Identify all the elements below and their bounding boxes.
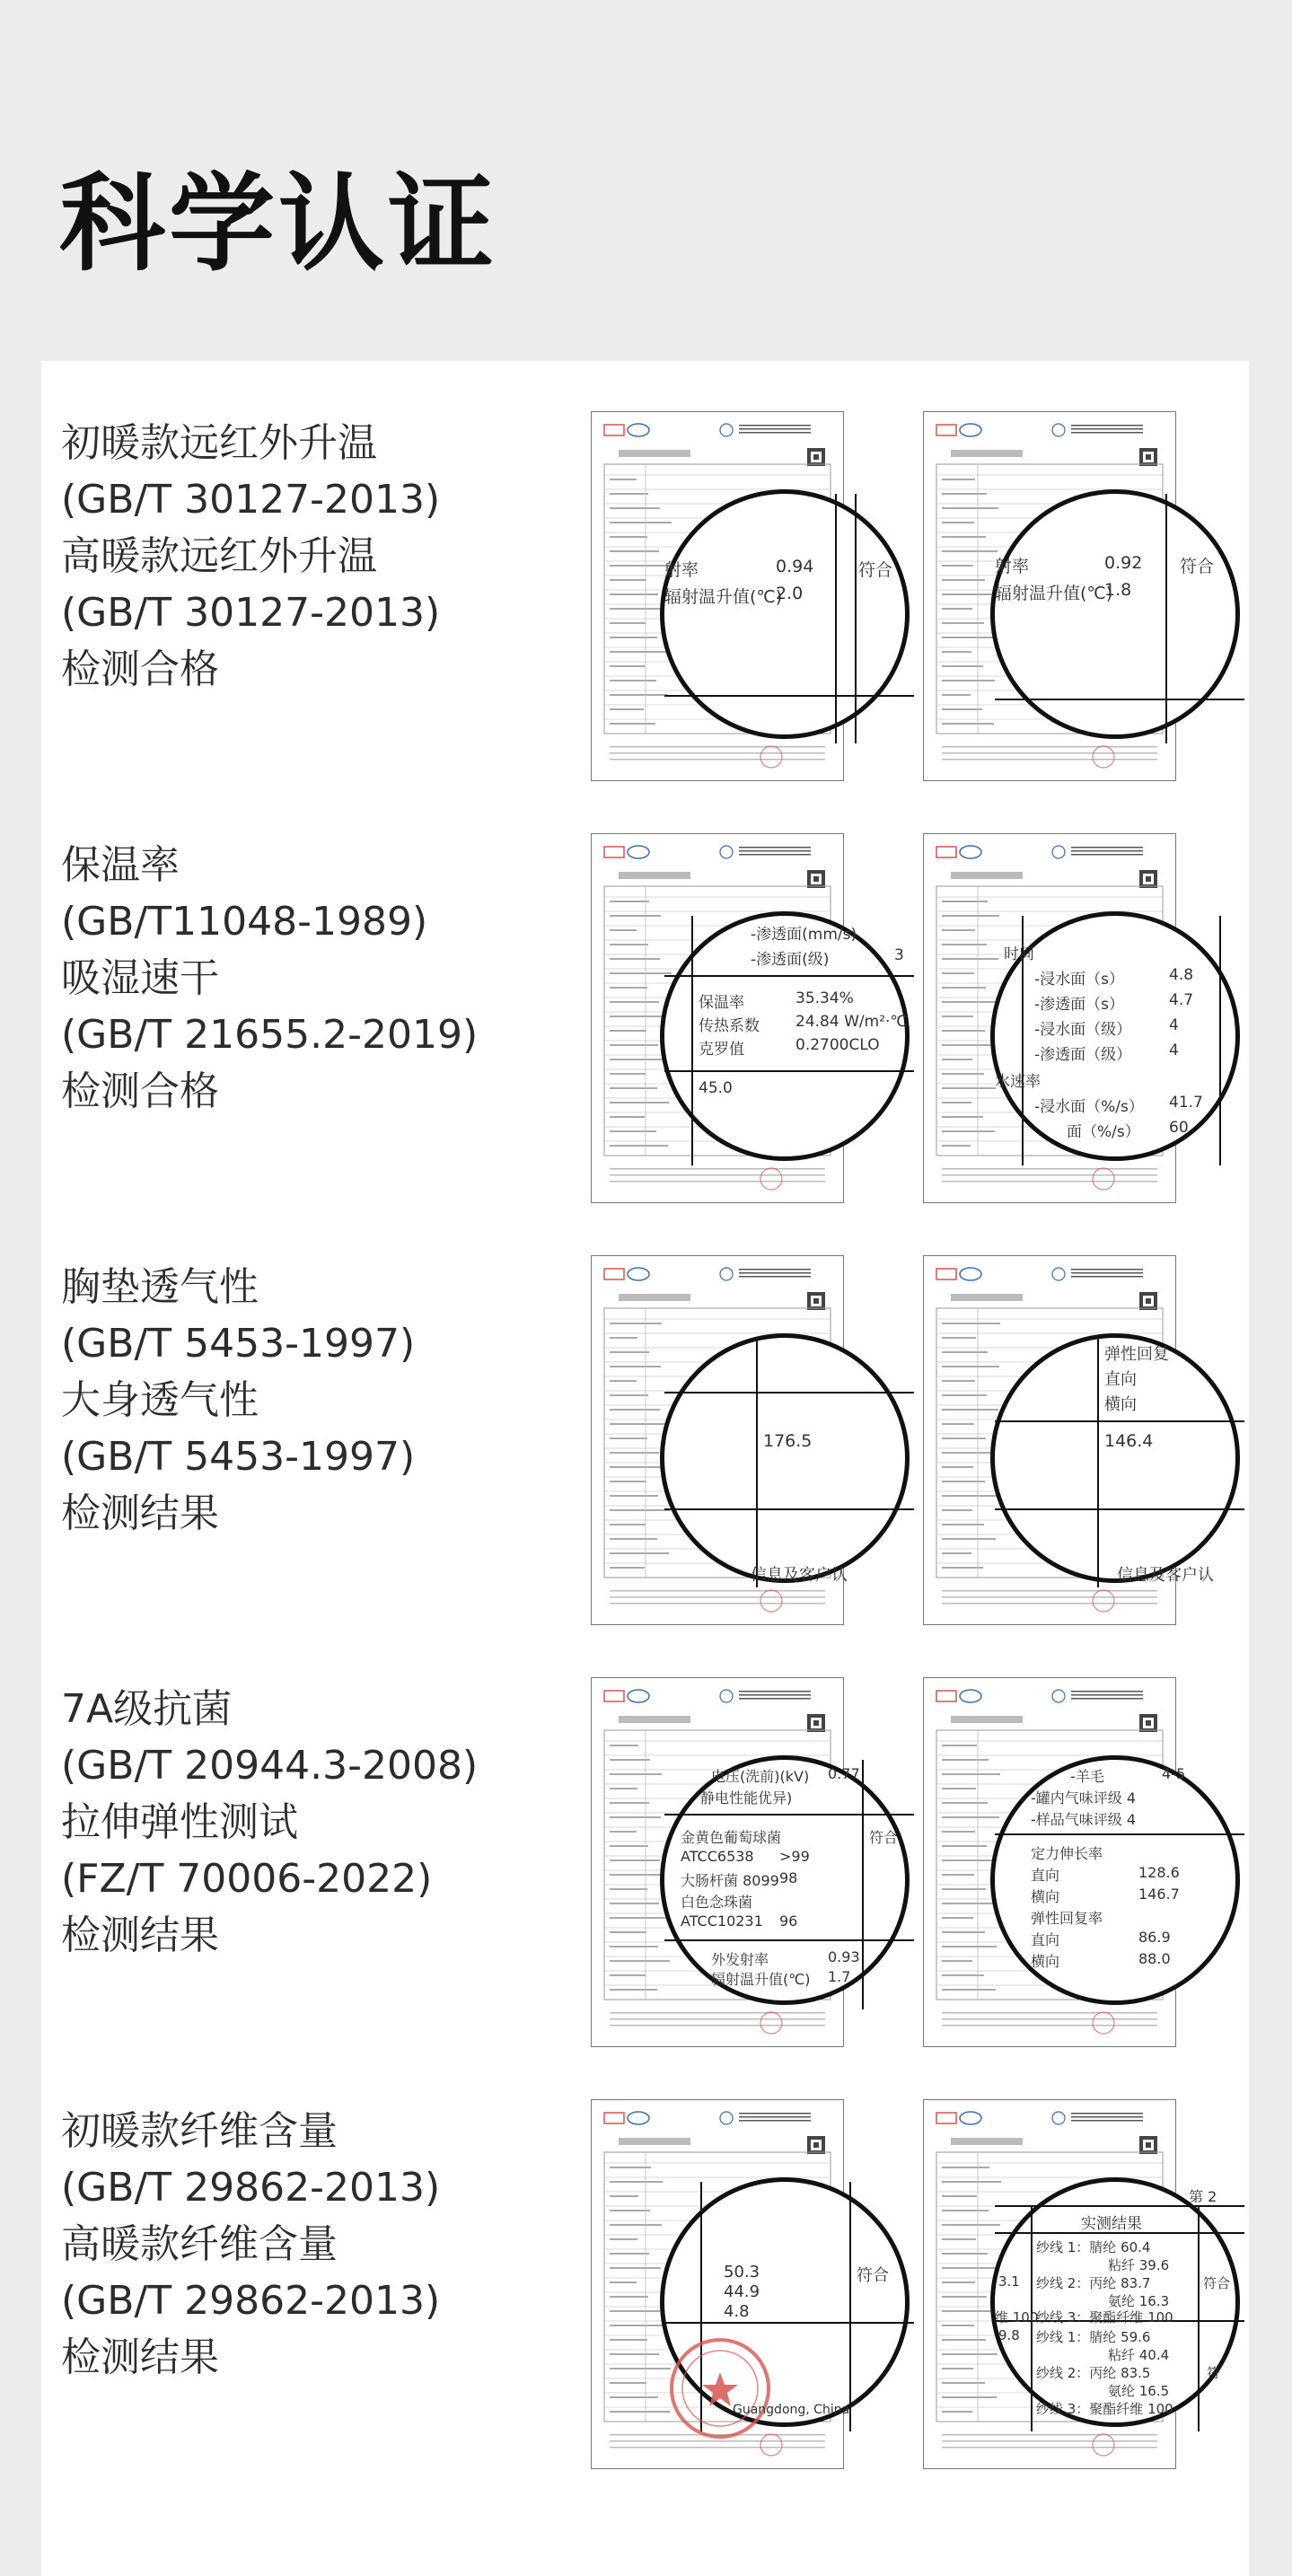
loupe-text: 静电性能优异) xyxy=(700,1789,793,1807)
magnifier-loupe xyxy=(990,1755,1240,2005)
cert-line: 检测合格 xyxy=(61,646,219,692)
loupe-text: 电压(洗前)(kV) xyxy=(711,1768,810,1785)
cert-line: (GB/T11048-1989) xyxy=(61,899,428,945)
cert-line: (GB/T 30127-2013) xyxy=(61,590,441,636)
loupe-text: 纱线 3：聚酯纤维 100 xyxy=(1036,2309,1173,2325)
cert-line: 检测结果 xyxy=(61,2334,219,2380)
loupe-text: -浸水面（s） xyxy=(1034,971,1124,989)
certification-description xyxy=(61,2103,440,2386)
loupe-text: 定力伸长率 xyxy=(1031,1845,1103,1862)
cert-line: 7A级抗菌 xyxy=(61,1686,233,1732)
loupe-text: 3 xyxy=(894,946,904,964)
loupe-text: 0.77 xyxy=(828,1765,860,1782)
loupe-text: >99 xyxy=(779,1848,810,1865)
test-report-image xyxy=(591,411,893,781)
magnifier-loupe xyxy=(990,489,1240,739)
test-report-image xyxy=(591,1255,848,1625)
test-report-image xyxy=(923,411,1215,781)
cert-line: 高暖款远红外升温 xyxy=(61,533,377,579)
loupe-text: 44.9 xyxy=(724,2282,760,2301)
loupe-text: 86.9 xyxy=(1138,1929,1171,1946)
loupe-text: 信息及客户认 xyxy=(1117,1566,1214,1585)
loupe-text: 辐射温升值(℃) xyxy=(711,1971,811,1988)
test-report-image xyxy=(923,1255,1214,1625)
loupe-text: 大肠杆菌 8099 xyxy=(681,1872,779,1889)
cert-line: 保温率 xyxy=(61,842,180,888)
certification-description xyxy=(61,837,478,1120)
loupe-text: 横向 xyxy=(1104,1395,1137,1414)
certification-description xyxy=(61,1681,478,1964)
loupe-text: 粘纤 39.6 xyxy=(1108,2257,1170,2273)
loupe-text: 实测结果 xyxy=(1081,2215,1142,2233)
test-report-image xyxy=(923,833,1203,1203)
loupe-text: 176.5 xyxy=(763,1431,813,1451)
loupe-text: -渗透面（s） xyxy=(1034,996,1124,1014)
loupe-text: -样品气味评级 4 xyxy=(1031,1811,1137,1828)
loupe-text: 4.7 xyxy=(1169,991,1194,1009)
cert-line: (FZ/T 70006-2022) xyxy=(61,1856,433,1902)
loupe-text: -渗透面(mm/s) xyxy=(751,926,857,944)
test-report-image xyxy=(923,1677,1186,2047)
cert-line: (GB/T 29862-2013) xyxy=(61,2165,441,2211)
loupe-text: 信息及客户认 xyxy=(751,1566,848,1585)
cert-line: (GB/T 20944.3-2008) xyxy=(61,1743,479,1789)
loupe-text: 射率 xyxy=(664,560,699,580)
official-seal-icon xyxy=(666,2334,774,2442)
loupe-text: ATCC10231 xyxy=(681,1912,763,1930)
magnifier-loupe xyxy=(990,911,1240,1161)
loupe-text: -渗透面（级） xyxy=(1034,1046,1132,1064)
loupe-text: Guangdong, China xyxy=(733,2403,850,2417)
cert-line: 初暖款纤维含量 xyxy=(61,2108,338,2154)
loupe-text: -渗透面(级) xyxy=(751,951,830,969)
certification-row-3 xyxy=(41,1205,1249,1585)
loupe-text: 0.2700CLO xyxy=(795,1036,880,1054)
loupe-text: 符合 xyxy=(857,2266,889,2285)
loupe-text: 纱线 1：腈纶 60.4 xyxy=(1036,2239,1151,2255)
loupe-text: 符合 xyxy=(1203,2275,1231,2291)
cert-line: (GB/T 29862-2013) xyxy=(61,2278,441,2324)
loupe-text: 纱线 2：丙纶 83.5 xyxy=(1036,2365,1151,2381)
loupe-text: 直向 xyxy=(1031,1867,1060,1884)
loupe-text: 4.8 xyxy=(724,2302,750,2321)
loupe-text: 4-5 xyxy=(1162,1765,1186,1782)
loupe-text: -罐内气味评级 4 xyxy=(1031,1789,1137,1807)
loupe-text: 96 xyxy=(779,1912,798,1930)
loupe-text: 35.34% xyxy=(795,989,854,1007)
loupe-text: 0.93 xyxy=(828,1948,860,1965)
loupe-text: 纱线 2：丙纶 83.7 xyxy=(1036,2275,1151,2291)
loupe-text: 符合 xyxy=(1180,557,1215,576)
loupe-text: 纱线 3：聚酯纤维 100 xyxy=(1036,2401,1173,2417)
loupe-text: 第 2 xyxy=(1189,2188,1217,2205)
loupe-text: 氨纶 16.5 xyxy=(1108,2383,1170,2399)
test-report-image xyxy=(591,1677,899,2047)
loupe-text: 横向 xyxy=(1031,1888,1060,1905)
loupe-text: 88.0 xyxy=(1138,1950,1171,1967)
certification-row-2 xyxy=(41,783,1249,1160)
certification-row-5 xyxy=(41,2049,1249,2426)
test-report-image xyxy=(591,2099,889,2469)
loupe-text: 传热系数 xyxy=(699,1017,760,1035)
cert-line: 大身透气性 xyxy=(61,1377,259,1423)
loupe-text: 粘纤 40.4 xyxy=(1108,2347,1170,2363)
loupe-text: ATCC6538 xyxy=(681,1848,754,1865)
loupe-text: 水速率 xyxy=(995,1073,1041,1091)
loupe-text: 外发射率 xyxy=(711,1951,769,1968)
loupe-text: 辐射温升值(℃) xyxy=(664,587,783,607)
loupe-text: 41.7 xyxy=(1169,1094,1203,1112)
loupe-text: 98 xyxy=(779,1869,798,1886)
magnifier-loupe xyxy=(990,1333,1240,1583)
loupe-text: 4 xyxy=(1169,1016,1179,1034)
loupe-text: 金黄色葡萄球菌 xyxy=(681,1829,782,1846)
loupe-text: -浸水面（%/s） xyxy=(1034,1098,1144,1116)
loupe-text: 符 xyxy=(1207,2365,1221,2381)
test-report-image xyxy=(923,2099,1231,2469)
loupe-text: 0.92 xyxy=(1104,553,1143,573)
certification-description xyxy=(61,1259,415,1542)
magnifier-loupe xyxy=(660,2177,910,2427)
loupe-text: 保温率 xyxy=(699,994,744,1012)
loupe-text: 符合 xyxy=(858,560,893,580)
loupe-text: 弹性回复 xyxy=(1104,1345,1169,1364)
cert-line: (GB/T 21655.2-2019) xyxy=(61,1012,479,1058)
loupe-text: 克罗值 xyxy=(699,1041,744,1059)
magnifier-loupe xyxy=(660,1333,910,1583)
loupe-text: 24.84 W/m²·℃ xyxy=(795,1013,908,1031)
cert-line: 检测结果 xyxy=(61,1912,219,1958)
loupe-text: 45.0 xyxy=(699,1079,733,1097)
cert-line: 检测合格 xyxy=(61,1068,219,1114)
magnifier-loupe xyxy=(660,1755,910,2005)
magnifier-loupe xyxy=(660,489,910,739)
loupe-text: 弹性回复率 xyxy=(1031,1910,1103,1927)
loupe-text: 维 100 xyxy=(995,2309,1039,2325)
loupe-text: 辐射温升值(℃) xyxy=(995,584,1113,603)
magnifier-loupe xyxy=(990,2177,1240,2427)
loupe-text: 128.6 xyxy=(1138,1864,1180,1881)
loupe-text: 直向 xyxy=(1031,1931,1060,1948)
cert-line: 检测结果 xyxy=(61,1490,219,1536)
loupe-text: 横向 xyxy=(1031,1953,1060,1970)
cert-line: (GB/T 30127-2013) xyxy=(61,477,441,523)
loupe-text: 50.3 xyxy=(724,2263,760,2281)
loupe-text: 4.8 xyxy=(1169,966,1194,984)
loupe-text: 时间 xyxy=(1004,945,1034,963)
loupe-text: 1.7 xyxy=(828,1968,851,1985)
cert-line: 高暖款纤维含量 xyxy=(61,2221,338,2267)
loupe-text: 146.7 xyxy=(1138,1886,1180,1903)
cert-line: 拉伸弹性测试 xyxy=(61,1799,298,1845)
loupe-text: 9.8 xyxy=(998,2327,1020,2343)
loupe-text: 面（%/s） xyxy=(1067,1123,1140,1141)
loupe-text: 白色念珠菌 xyxy=(681,1894,753,1911)
loupe-text: 3.1 xyxy=(998,2273,1020,2290)
loupe-text: 1.8 xyxy=(1104,580,1132,600)
cert-line: (GB/T 5453-1997) xyxy=(61,1321,416,1367)
cert-line: 初暖款远红外升温 xyxy=(61,420,377,466)
loupe-text: 射率 xyxy=(995,557,1030,576)
loupe-text: 4 xyxy=(1169,1042,1179,1059)
loupe-text: 0.94 xyxy=(776,557,814,576)
loupe-text: 60 xyxy=(1169,1119,1189,1137)
loupe-text: -羊毛 xyxy=(1070,1768,1104,1785)
certification-description xyxy=(61,415,440,698)
loupe-text: -浸水面（级） xyxy=(1034,1021,1132,1039)
test-report-image xyxy=(591,833,908,1203)
cert-line: 胸垫透气性 xyxy=(61,1264,259,1310)
certification-row-4 xyxy=(41,1627,1249,2004)
cert-line: 吸湿速干 xyxy=(61,955,219,1001)
loupe-text: 直向 xyxy=(1104,1370,1137,1389)
page-title: 科学认证 xyxy=(59,162,498,286)
cert-line: (GB/T 5453-1997) xyxy=(61,1434,416,1480)
magnifier-loupe xyxy=(660,911,910,1161)
loupe-text: 纱线 1：腈纶 59.6 xyxy=(1036,2329,1151,2345)
certification-row-1 xyxy=(41,361,1249,738)
loupe-text: 符合 xyxy=(869,1829,899,1846)
loupe-text: 146.4 xyxy=(1104,1431,1154,1451)
loupe-text: 2.0 xyxy=(776,584,804,603)
loupe-text: 氨纶 16.3 xyxy=(1108,2293,1170,2309)
certification-panel xyxy=(41,361,1249,2576)
